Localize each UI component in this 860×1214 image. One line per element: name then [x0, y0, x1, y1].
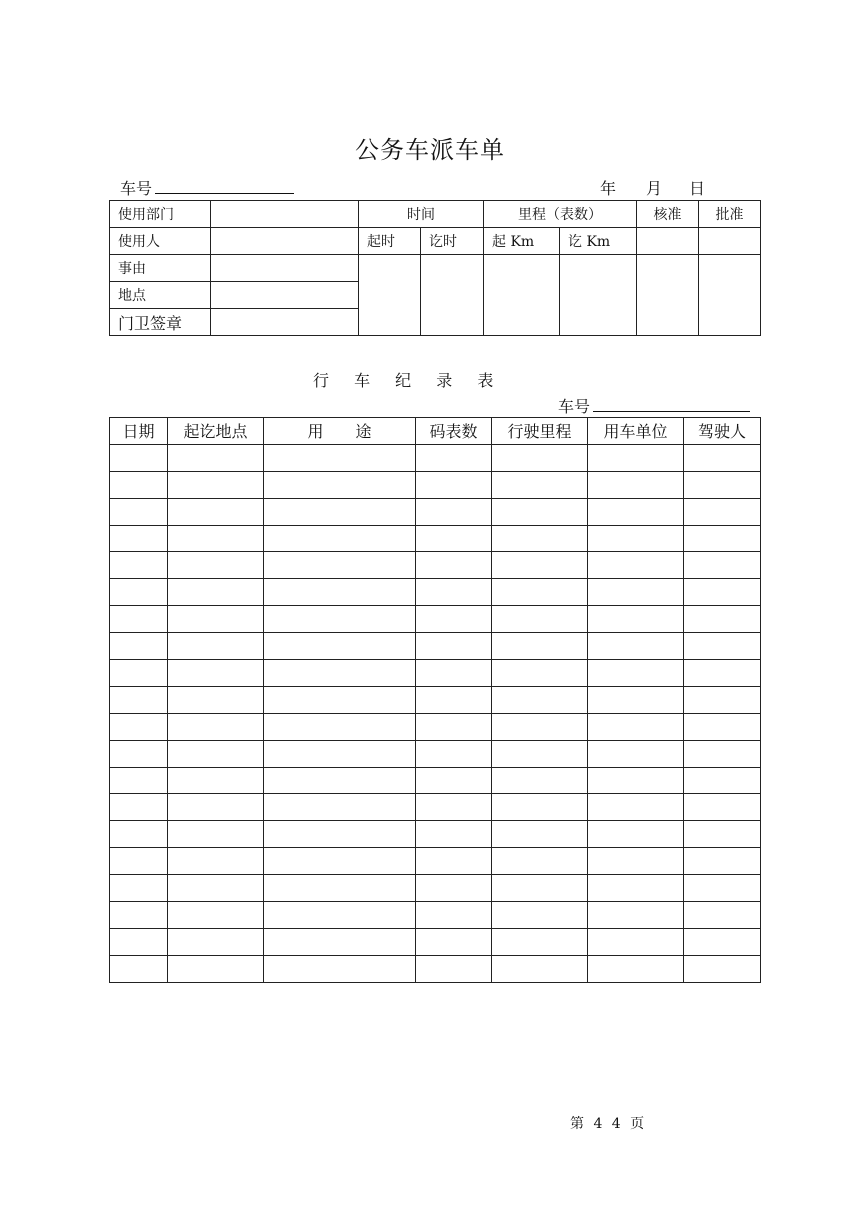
- log-cell[interactable]: [168, 606, 264, 633]
- log-cell[interactable]: [684, 713, 761, 740]
- log-cell[interactable]: [168, 821, 264, 848]
- check-header: 核准: [637, 201, 699, 228]
- log-cell[interactable]: [416, 794, 492, 821]
- log-cell[interactable]: [492, 606, 588, 633]
- start-time-field[interactable]: [359, 255, 421, 336]
- log-cell[interactable]: [168, 633, 264, 660]
- log-cell[interactable]: [416, 606, 492, 633]
- log-cell[interactable]: [168, 552, 264, 579]
- log-cell[interactable]: [264, 552, 416, 579]
- log-cell[interactable]: [588, 767, 684, 794]
- table-row: [110, 713, 761, 740]
- col-header: 起讫地点: [168, 418, 264, 445]
- log-cell[interactable]: [416, 686, 492, 713]
- check-subcell: [637, 228, 699, 255]
- log-cell[interactable]: [416, 579, 492, 606]
- log-cell[interactable]: [684, 444, 761, 471]
- log-cell[interactable]: [588, 633, 684, 660]
- log-cell[interactable]: [684, 767, 761, 794]
- table-row: [110, 579, 761, 606]
- table-row: [110, 821, 761, 848]
- log-cell[interactable]: [168, 686, 264, 713]
- log-cell[interactable]: [588, 525, 684, 552]
- log-cell[interactable]: [492, 660, 588, 687]
- user-field[interactable]: [211, 228, 359, 255]
- log-cell[interactable]: [264, 955, 416, 982]
- log-cell[interactable]: [588, 552, 684, 579]
- log-cell[interactable]: [416, 471, 492, 498]
- log-cell[interactable]: [168, 767, 264, 794]
- log-cell[interactable]: [684, 875, 761, 902]
- dispatch-table: [109, 200, 761, 336]
- log-cell[interactable]: [168, 928, 264, 955]
- log-cell[interactable]: [684, 740, 761, 767]
- log-cell[interactable]: [492, 579, 588, 606]
- end-time-header: 讫时: [421, 228, 484, 255]
- log-cell[interactable]: [588, 875, 684, 902]
- table-row: [110, 740, 761, 767]
- log-cell[interactable]: [416, 498, 492, 525]
- log-cell[interactable]: [416, 955, 492, 982]
- log-header-row: [110, 418, 761, 445]
- place-label: 地点: [110, 282, 211, 309]
- table-row: [110, 902, 761, 929]
- log-cell[interactable]: [416, 444, 492, 471]
- log-cell[interactable]: [168, 713, 264, 740]
- log-table: [109, 417, 761, 983]
- page-number: 第 4 4 页: [570, 1116, 645, 1132]
- log-cell[interactable]: [264, 471, 416, 498]
- log-cell[interactable]: [416, 848, 492, 875]
- log-cell[interactable]: [684, 821, 761, 848]
- col-header: 用 途: [264, 418, 416, 445]
- log-cell[interactable]: [110, 525, 168, 552]
- reason-field[interactable]: [211, 255, 359, 282]
- log-cell[interactable]: [264, 686, 416, 713]
- log-cell[interactable]: [168, 794, 264, 821]
- date-year-label: 年: [600, 179, 617, 198]
- log-cell[interactable]: [684, 686, 761, 713]
- log-cell[interactable]: [110, 713, 168, 740]
- log-cell[interactable]: [588, 794, 684, 821]
- table-row: [110, 606, 761, 633]
- mileage-header: 里程（表数）: [484, 201, 637, 228]
- start-km-header: 起 Km: [484, 228, 560, 255]
- date-month-label: 月: [646, 179, 663, 198]
- col-header: 驾驶人: [684, 418, 761, 445]
- log-cell[interactable]: [684, 955, 761, 982]
- log-cell[interactable]: [168, 740, 264, 767]
- end-km-field[interactable]: [560, 255, 637, 336]
- log-cell[interactable]: [264, 767, 416, 794]
- table-row: [110, 660, 761, 687]
- log-cell[interactable]: [492, 552, 588, 579]
- log-cell[interactable]: [110, 633, 168, 660]
- log-cell[interactable]: [110, 875, 168, 902]
- log-cell[interactable]: [588, 660, 684, 687]
- log-cell[interactable]: [416, 875, 492, 902]
- log-cell[interactable]: [588, 955, 684, 982]
- log-cell[interactable]: [168, 848, 264, 875]
- log-cell[interactable]: [588, 444, 684, 471]
- log-cell[interactable]: [684, 794, 761, 821]
- table-row: [110, 928, 761, 955]
- start-time-header: 起时: [359, 228, 421, 255]
- log-cell[interactable]: [492, 848, 588, 875]
- table-row: [110, 633, 761, 660]
- log-cell[interactable]: [416, 633, 492, 660]
- log-cell[interactable]: [168, 875, 264, 902]
- car-number-label: 车号: [120, 179, 153, 198]
- guard-label: 门卫签章: [110, 309, 211, 336]
- log-cell[interactable]: [588, 740, 684, 767]
- log-cell[interactable]: [492, 740, 588, 767]
- date-day-label: 日: [689, 179, 706, 198]
- log-cell[interactable]: [110, 794, 168, 821]
- log-cell[interactable]: [264, 498, 416, 525]
- check-field[interactable]: [637, 255, 699, 336]
- log-cell[interactable]: [264, 606, 416, 633]
- table-row: [110, 552, 761, 579]
- table-row: [110, 471, 761, 498]
- log-cell[interactable]: [168, 579, 264, 606]
- col-header: 用车单位: [588, 418, 684, 445]
- log-cell[interactable]: [264, 525, 416, 552]
- car-number-field[interactable]: [155, 193, 294, 194]
- guard-field[interactable]: [211, 309, 359, 336]
- place-field[interactable]: [211, 282, 359, 309]
- table-row: [110, 767, 761, 794]
- log-cell[interactable]: [588, 471, 684, 498]
- table-row: [110, 955, 761, 982]
- log-cell[interactable]: [492, 525, 588, 552]
- col-header: 行驶里程: [492, 418, 588, 445]
- approve-subcell: [699, 228, 761, 255]
- table-row: [110, 794, 761, 821]
- log-cell[interactable]: [168, 660, 264, 687]
- log-cell[interactable]: [492, 875, 588, 902]
- log-cell[interactable]: [110, 579, 168, 606]
- log-cell[interactable]: [492, 928, 588, 955]
- log-cell[interactable]: [684, 902, 761, 929]
- user-label: 使用人: [110, 228, 211, 255]
- table-row: [110, 848, 761, 875]
- log-car-number-field[interactable]: [593, 411, 750, 412]
- log-cell[interactable]: [588, 848, 684, 875]
- log-car-number-label: 车号: [558, 397, 591, 416]
- log-cell[interactable]: [684, 660, 761, 687]
- log-cell[interactable]: [264, 713, 416, 740]
- log-cell[interactable]: [492, 471, 588, 498]
- end-km-header: 讫 Km: [560, 228, 637, 255]
- log-title: 行 车 纪 录 表: [313, 371, 496, 390]
- log-cell[interactable]: [110, 928, 168, 955]
- log-cell[interactable]: [416, 552, 492, 579]
- log-cell[interactable]: [110, 552, 168, 579]
- log-cell[interactable]: [684, 471, 761, 498]
- log-cell[interactable]: [264, 794, 416, 821]
- time-header: 时间: [359, 201, 484, 228]
- log-cell[interactable]: [110, 606, 168, 633]
- table-row: [110, 875, 761, 902]
- log-cell[interactable]: [416, 767, 492, 794]
- log-cell[interactable]: [684, 633, 761, 660]
- log-cell[interactable]: [684, 606, 761, 633]
- log-cell[interactable]: [588, 686, 684, 713]
- log-cell[interactable]: [492, 713, 588, 740]
- log-cell[interactable]: [264, 928, 416, 955]
- log-cell[interactable]: [264, 444, 416, 471]
- log-cell[interactable]: [110, 955, 168, 982]
- log-cell[interactable]: [110, 767, 168, 794]
- dept-field[interactable]: [211, 201, 359, 228]
- log-cell[interactable]: [264, 660, 416, 687]
- dept-label: 使用部门: [110, 201, 211, 228]
- log-cell[interactable]: [492, 821, 588, 848]
- log-cell[interactable]: [588, 498, 684, 525]
- log-cell[interactable]: [492, 633, 588, 660]
- log-cell[interactable]: [168, 444, 264, 471]
- log-cell[interactable]: [588, 928, 684, 955]
- log-cell[interactable]: [492, 902, 588, 929]
- log-cell[interactable]: [168, 498, 264, 525]
- log-cell[interactable]: [416, 928, 492, 955]
- reason-label: 事由: [110, 255, 211, 282]
- log-cell[interactable]: [588, 902, 684, 929]
- start-km-field[interactable]: [484, 255, 560, 336]
- log-cell[interactable]: [168, 471, 264, 498]
- log-cell[interactable]: [110, 498, 168, 525]
- log-cell[interactable]: [588, 606, 684, 633]
- col-header: 日期: [110, 418, 168, 445]
- approve-field[interactable]: [699, 255, 761, 336]
- log-cell[interactable]: [492, 498, 588, 525]
- log-cell[interactable]: [684, 525, 761, 552]
- log-cell[interactable]: [416, 525, 492, 552]
- log-cell[interactable]: [684, 928, 761, 955]
- col-header: 码表数: [416, 418, 492, 445]
- log-cell[interactable]: [110, 902, 168, 929]
- log-cell[interactable]: [110, 444, 168, 471]
- table-row: [110, 525, 761, 552]
- log-cell[interactable]: [168, 902, 264, 929]
- log-cell[interactable]: [416, 821, 492, 848]
- log-cell[interactable]: [264, 633, 416, 660]
- table-row: [110, 498, 761, 525]
- log-cell[interactable]: [684, 848, 761, 875]
- log-cell[interactable]: [110, 821, 168, 848]
- log-cell[interactable]: [492, 955, 588, 982]
- log-cell[interactable]: [110, 471, 168, 498]
- log-cell[interactable]: [684, 498, 761, 525]
- log-cell[interactable]: [588, 579, 684, 606]
- table-row: [110, 444, 761, 471]
- log-cell[interactable]: [492, 444, 588, 471]
- end-time-field[interactable]: [421, 255, 484, 336]
- log-cell[interactable]: [588, 821, 684, 848]
- form-title: 公务车派车单: [355, 136, 505, 164]
- log-cell[interactable]: [492, 686, 588, 713]
- log-cell[interactable]: [110, 686, 168, 713]
- log-cell[interactable]: [264, 740, 416, 767]
- log-cell[interactable]: [168, 955, 264, 982]
- log-cell[interactable]: [416, 713, 492, 740]
- log-cell[interactable]: [492, 767, 588, 794]
- log-cell[interactable]: [264, 848, 416, 875]
- log-cell[interactable]: [264, 579, 416, 606]
- log-cell[interactable]: [416, 740, 492, 767]
- log-cell[interactable]: [264, 875, 416, 902]
- log-cell[interactable]: [110, 660, 168, 687]
- log-cell[interactable]: [110, 740, 168, 767]
- table-row: [110, 686, 761, 713]
- log-cell[interactable]: [492, 794, 588, 821]
- log-cell[interactable]: [416, 902, 492, 929]
- log-cell[interactable]: [168, 525, 264, 552]
- log-cell[interactable]: [264, 902, 416, 929]
- approve-header: 批准: [699, 201, 761, 228]
- log-cell[interactable]: [684, 579, 761, 606]
- log-cell[interactable]: [416, 660, 492, 687]
- log-cell[interactable]: [588, 713, 684, 740]
- log-cell[interactable]: [684, 552, 761, 579]
- log-cell[interactable]: [110, 848, 168, 875]
- log-cell[interactable]: [264, 821, 416, 848]
